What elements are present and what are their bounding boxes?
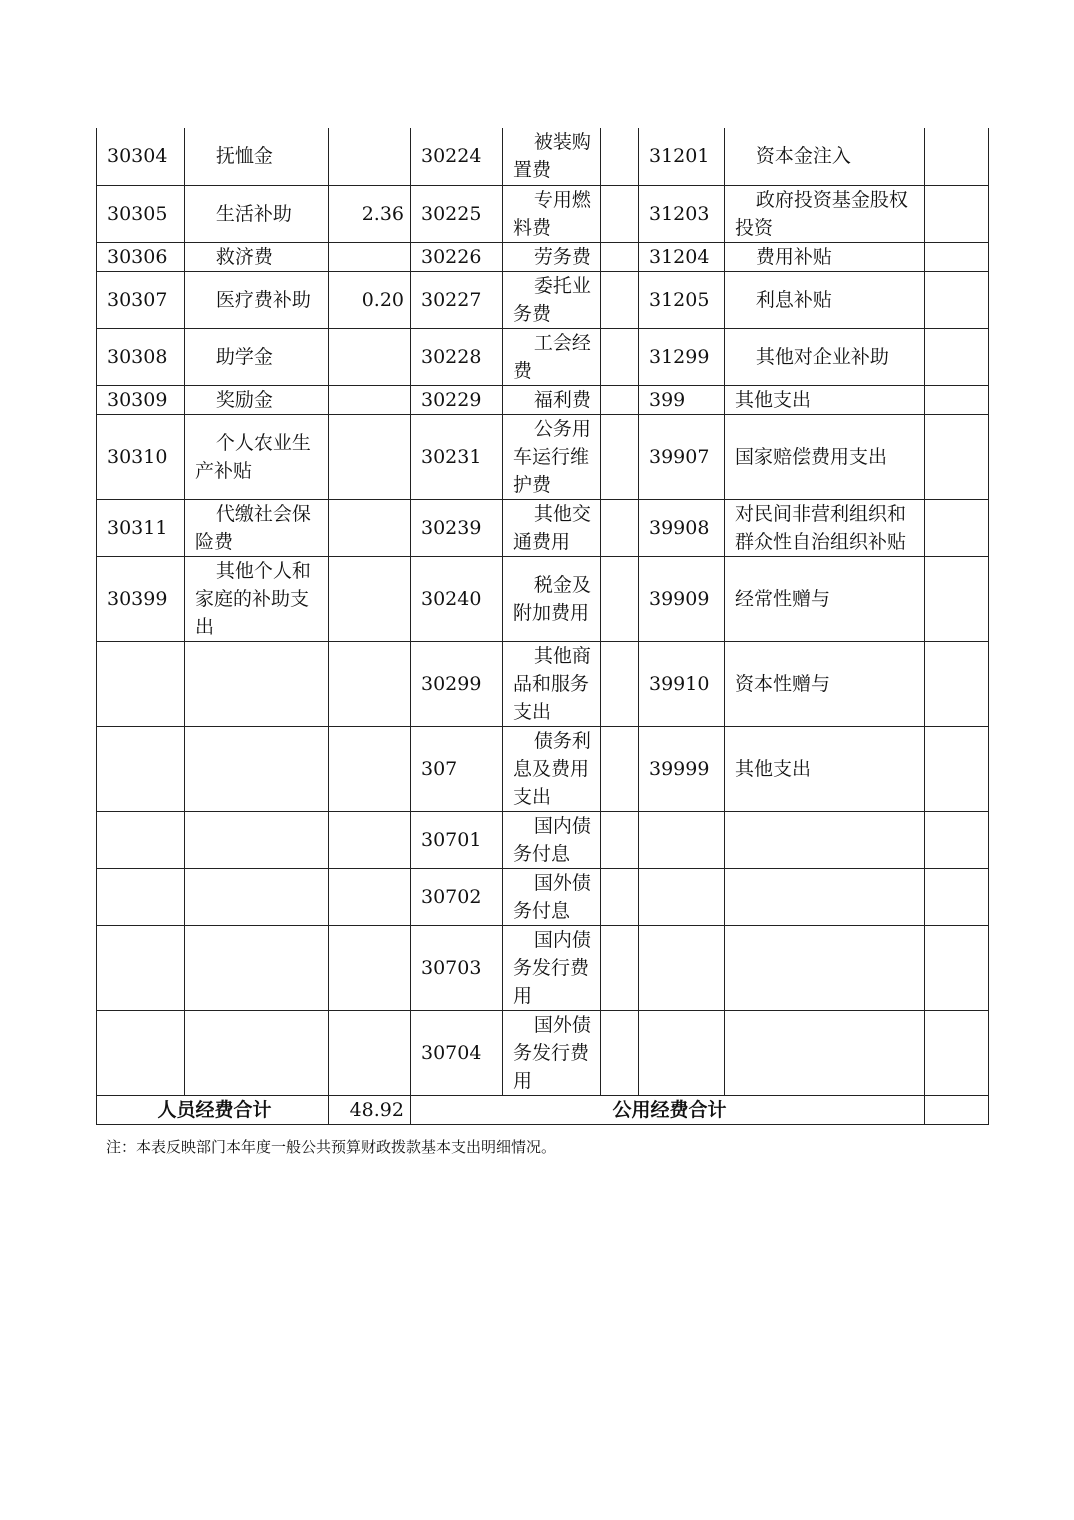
other-amount-cell — [925, 328, 989, 385]
public-total-value — [925, 1095, 989, 1124]
public-name-text: 工会经费 — [513, 331, 591, 382]
other-code-cell: 31203 — [639, 185, 725, 242]
personnel-name-text: 救济费 — [215, 245, 273, 268]
other-code-cell: 39910 — [639, 641, 725, 726]
other-amount-cell — [925, 185, 989, 242]
table-row — [97, 414, 989, 499]
personnel-amount-cell — [329, 414, 411, 499]
personnel-amount-cell — [329, 328, 411, 385]
personnel-name-text: 医疗费补助 — [215, 288, 311, 311]
other-code-cell — [639, 1010, 725, 1095]
other-amount-cell — [925, 271, 989, 328]
personnel-code-cell: 30307 — [97, 271, 185, 328]
other-name-cell — [725, 128, 925, 185]
public-name-text: 债务利息及费用支出 — [513, 729, 591, 808]
other-amount-cell — [925, 726, 989, 811]
public-amount-cell — [601, 328, 639, 385]
public-name-cell — [503, 271, 601, 328]
other-amount-cell — [925, 925, 989, 1010]
public-code-cell: 30299 — [411, 641, 503, 726]
other-code-cell: 399 — [639, 385, 725, 414]
other-amount-cell — [925, 1010, 989, 1095]
other-name-text: 经常性赠与 — [735, 587, 831, 610]
table-row — [97, 499, 989, 556]
public-name-text: 国外债务付息 — [513, 871, 591, 922]
other-code-cell: 31205 — [639, 271, 725, 328]
other-code-cell: 31201 — [639, 128, 725, 185]
public-code-cell: 30701 — [411, 811, 503, 868]
public-name-text: 国内债务付息 — [513, 814, 591, 865]
other-name-text: 对民间非营利组织和群众性自治组织补贴 — [735, 502, 907, 553]
other-name-cell — [725, 726, 925, 811]
table-row — [97, 128, 989, 185]
personnel-amount-cell — [329, 925, 411, 1010]
other-name-cell — [725, 556, 925, 641]
public-code-cell: 30226 — [411, 242, 503, 271]
public-name-cell — [503, 1010, 601, 1095]
personnel-total-value: 48.92 — [329, 1095, 411, 1124]
personnel-amount-cell — [329, 556, 411, 641]
personnel-name-text: 抚恤金 — [215, 145, 273, 168]
public-name-text: 其他交通费用 — [513, 502, 591, 553]
other-amount-cell — [925, 868, 989, 925]
personnel-code-cell: 30305 — [97, 185, 185, 242]
personnel-code-cell — [97, 925, 185, 1010]
table-row — [97, 185, 989, 242]
other-amount-cell — [925, 414, 989, 499]
public-amount-cell — [601, 271, 639, 328]
personnel-name-cell — [185, 128, 329, 185]
table-row — [97, 328, 989, 385]
personnel-code-cell — [97, 868, 185, 925]
other-name-cell — [725, 1010, 925, 1095]
public-name-text: 委托业务费 — [513, 274, 591, 325]
public-amount-cell — [601, 414, 639, 499]
personnel-code-cell: 30399 — [97, 556, 185, 641]
public-name-cell — [503, 556, 601, 641]
public-name-cell — [503, 641, 601, 726]
other-name-cell — [725, 414, 925, 499]
other-code-cell: 39909 — [639, 556, 725, 641]
public-amount-cell — [601, 556, 639, 641]
personnel-code-cell: 30311 — [97, 499, 185, 556]
personnel-total-label: 人员经费合计 — [97, 1095, 329, 1124]
table-row — [97, 1010, 989, 1095]
personnel-name-cell — [185, 868, 329, 925]
other-code-cell: 39907 — [639, 414, 725, 499]
public-amount-cell — [601, 1010, 639, 1095]
other-name-cell — [725, 811, 925, 868]
personnel-amount-cell — [329, 128, 411, 185]
public-amount-cell — [601, 499, 639, 556]
table-row — [97, 242, 989, 271]
personnel-name-cell — [185, 499, 329, 556]
other-name-cell — [725, 868, 925, 925]
other-name-cell — [725, 328, 925, 385]
other-amount-cell — [925, 811, 989, 868]
personnel-amount-cell — [329, 499, 411, 556]
personnel-name-cell — [185, 1010, 329, 1095]
table-row — [97, 556, 989, 641]
public-name-cell — [503, 385, 601, 414]
personnel-amount-cell: 0.20 — [329, 271, 411, 328]
public-code-cell: 30704 — [411, 1010, 503, 1095]
public-code-cell: 30228 — [411, 328, 503, 385]
other-code-cell — [639, 925, 725, 1010]
public-name-cell — [503, 925, 601, 1010]
other-name-text: 费用补贴 — [755, 245, 832, 268]
personnel-amount-cell — [329, 726, 411, 811]
personnel-name-cell — [185, 385, 329, 414]
personnel-name-text: 个人农业生产补贴 — [195, 431, 311, 482]
table-row — [97, 726, 989, 811]
public-name-text: 税金及附加费用 — [513, 573, 591, 624]
public-name-cell — [503, 499, 601, 556]
public-amount-cell — [601, 242, 639, 271]
personnel-name-cell — [185, 185, 329, 242]
public-name-cell — [503, 242, 601, 271]
personnel-name-cell — [185, 641, 329, 726]
personnel-name-text: 奖励金 — [215, 388, 273, 411]
personnel-code-cell — [97, 726, 185, 811]
personnel-name-cell — [185, 328, 329, 385]
personnel-code-cell: 30308 — [97, 328, 185, 385]
other-code-cell: 31204 — [639, 242, 725, 271]
public-code-cell: 30224 — [411, 128, 503, 185]
personnel-name-cell — [185, 271, 329, 328]
personnel-code-cell — [97, 1010, 185, 1095]
other-name-cell — [725, 641, 925, 726]
public-name-text: 福利费 — [533, 388, 591, 411]
other-name-cell — [725, 385, 925, 414]
table-row — [97, 868, 989, 925]
personnel-code-cell — [97, 641, 185, 726]
public-name-text: 公务用车运行维护费 — [513, 417, 591, 496]
other-code-cell: 39999 — [639, 726, 725, 811]
other-name-cell — [725, 499, 925, 556]
personnel-amount-cell — [329, 385, 411, 414]
public-name-text: 国内债务发行费用 — [513, 928, 591, 1007]
personnel-amount-cell — [329, 641, 411, 726]
public-name-text: 劳务费 — [533, 245, 591, 268]
other-name-text: 政府投资基金股权投资 — [735, 188, 908, 239]
public-code-cell: 30229 — [411, 385, 503, 414]
table-body — [97, 128, 989, 1095]
public-amount-cell — [601, 185, 639, 242]
personnel-name-text: 生活补助 — [215, 202, 292, 225]
other-amount-cell — [925, 641, 989, 726]
public-amount-cell — [601, 868, 639, 925]
other-amount-cell — [925, 128, 989, 185]
totals-row — [97, 1095, 989, 1124]
personnel-amount-cell — [329, 242, 411, 271]
other-name-cell — [725, 185, 925, 242]
other-amount-cell — [925, 385, 989, 414]
personnel-code-cell — [97, 811, 185, 868]
public-amount-cell — [601, 925, 639, 1010]
other-code-cell: 39908 — [639, 499, 725, 556]
public-code-cell: 30231 — [411, 414, 503, 499]
other-name-text: 其他对企业补助 — [755, 345, 889, 368]
personnel-name-text: 其他个人和家庭的补助支出 — [195, 559, 311, 638]
public-code-cell: 30240 — [411, 556, 503, 641]
public-name-cell — [503, 185, 601, 242]
public-amount-cell — [601, 811, 639, 868]
other-name-text: 资本金注入 — [755, 145, 851, 168]
personnel-code-cell: 30306 — [97, 242, 185, 271]
budget-table-wrapper — [96, 128, 989, 1125]
public-name-cell — [503, 726, 601, 811]
public-code-cell: 30702 — [411, 868, 503, 925]
personnel-name-cell — [185, 242, 329, 271]
other-name-text: 资本性赠与 — [735, 672, 831, 695]
table-row — [97, 925, 989, 1010]
table-note: 注：本表反映部门本年度一般公共预算财政拨款基本支出明细情况。 — [106, 1138, 557, 1156]
public-name-cell — [503, 414, 601, 499]
public-code-cell: 30239 — [411, 499, 503, 556]
other-code-cell — [639, 811, 725, 868]
personnel-name-cell — [185, 556, 329, 641]
other-name-cell — [725, 242, 925, 271]
public-code-cell: 307 — [411, 726, 503, 811]
personnel-name-text: 助学金 — [215, 345, 273, 368]
public-name-text: 国外债务发行费用 — [513, 1013, 591, 1092]
other-code-cell: 31299 — [639, 328, 725, 385]
personnel-name-cell — [185, 925, 329, 1010]
budget-detail-table — [96, 128, 989, 1125]
public-name-text: 专用燃料费 — [513, 188, 591, 239]
other-name-text: 国家赔偿费用支出 — [735, 445, 888, 468]
other-amount-cell — [925, 499, 989, 556]
other-amount-cell — [925, 242, 989, 271]
table-row — [97, 271, 989, 328]
table-row — [97, 385, 989, 414]
other-name-cell — [725, 925, 925, 1010]
table-row — [97, 641, 989, 726]
personnel-name-cell — [185, 414, 329, 499]
personnel-amount-cell — [329, 1010, 411, 1095]
public-amount-cell — [601, 641, 639, 726]
public-name-cell — [503, 811, 601, 868]
personnel-amount-cell — [329, 811, 411, 868]
public-name-cell — [503, 328, 601, 385]
other-name-text: 其他支出 — [735, 388, 812, 411]
public-name-text: 其他商品和服务支出 — [513, 644, 591, 723]
public-amount-cell — [601, 128, 639, 185]
public-total-label: 公用经费合计 — [411, 1095, 925, 1124]
personnel-name-cell — [185, 726, 329, 811]
personnel-code-cell: 30309 — [97, 385, 185, 414]
personnel-name-text: 代缴社会保险费 — [195, 502, 311, 553]
other-name-text: 利息补贴 — [755, 288, 832, 311]
public-code-cell: 30703 — [411, 925, 503, 1010]
personnel-amount-cell: 2.36 — [329, 185, 411, 242]
personnel-name-cell — [185, 811, 329, 868]
table-row — [97, 811, 989, 868]
public-amount-cell — [601, 385, 639, 414]
other-amount-cell — [925, 556, 989, 641]
personnel-amount-cell — [329, 868, 411, 925]
other-name-cell — [725, 271, 925, 328]
other-name-text: 其他支出 — [735, 757, 812, 780]
public-code-cell: 30225 — [411, 185, 503, 242]
other-code-cell — [639, 868, 725, 925]
personnel-code-cell: 30310 — [97, 414, 185, 499]
public-code-cell: 30227 — [411, 271, 503, 328]
public-name-cell — [503, 868, 601, 925]
public-name-text: 被装购置费 — [513, 131, 591, 182]
personnel-code-cell: 30304 — [97, 128, 185, 185]
public-amount-cell — [601, 726, 639, 811]
public-name-cell — [503, 128, 601, 185]
